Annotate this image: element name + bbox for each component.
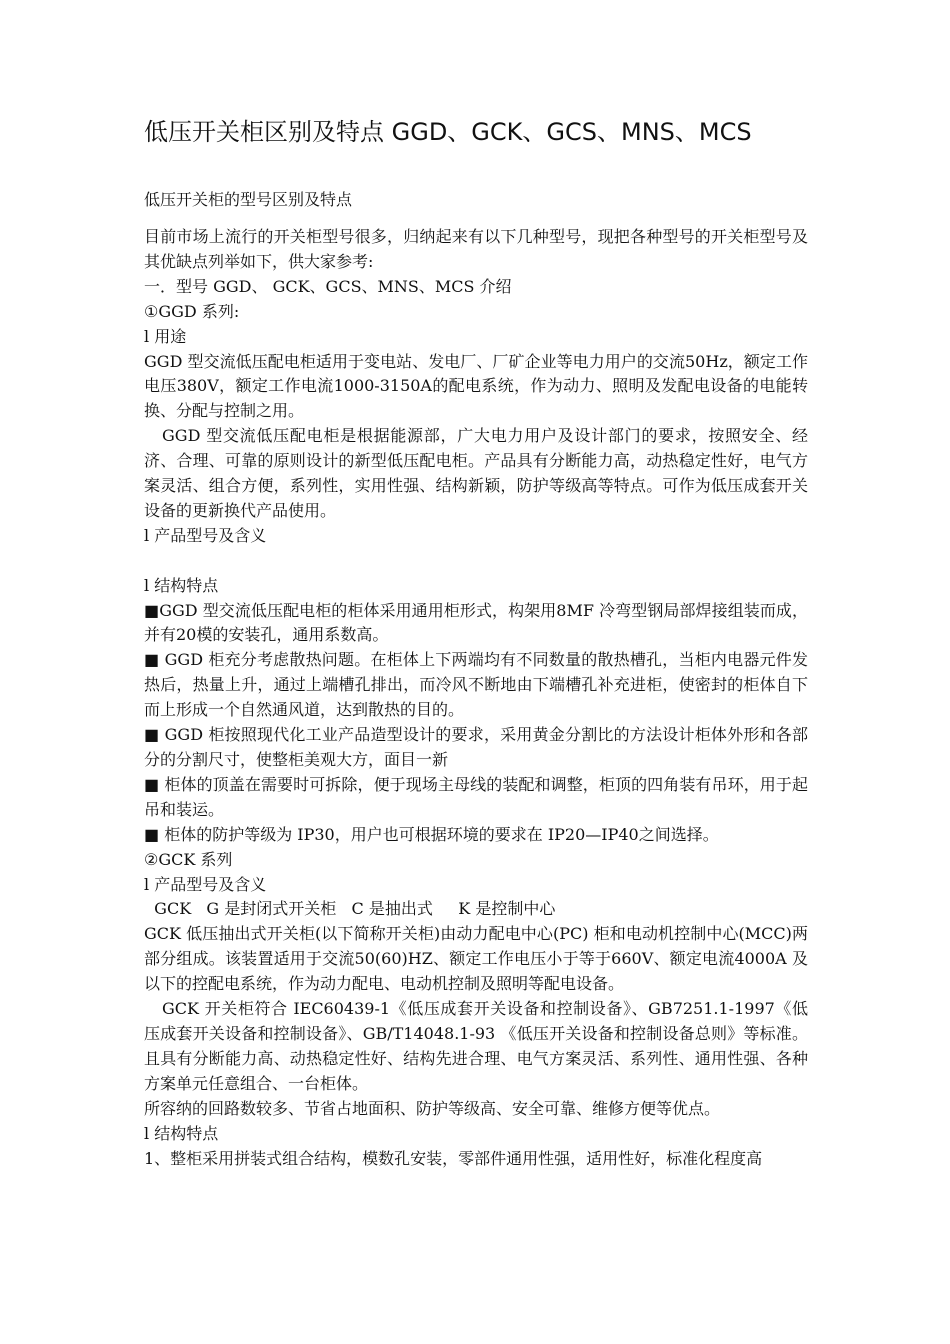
gck-structure-item-1: 1、整柜采用拼装式组合结构，模数孔安装，零部件通用性强，适用性好，标准化程度高 <box>144 1148 763 1168</box>
document-title: 低压开关柜区别及特点 GGD、GCK、GCS、MNS、MCS <box>144 118 752 146</box>
ggd-feature-top-cover: ■ 柜体的顶盖在需要时可拆除，便于现场主母线的装配和调整，柜顶的四角装有吊环，用于起吊和装运。 <box>144 774 808 819</box>
gck-model-meaning-line: GCK G 是封闭式开关柜 C 是抽出式 K 是控制中心 <box>144 899 556 919</box>
subheading-usage: l 用途 <box>144 326 187 346</box>
ggd-design-paragraph: GGD 型交流低压配电柜是根据能源部，广大电力用户及设计部门的要求，按照安全、经济、合理、可靠的原则设计的新型低压配电柜。产品具有分断能力高，动热稳定性好，电气方案灵活、组合方便，系列性，实用性强、结构新颖，防护等级高等特点。可作为低压成套开关设备的更新换代产品使用。 <box>144 426 808 520</box>
gck-subheading-structure: l 结构特点 <box>144 1123 219 1143</box>
document-subtitle: 低压开关柜的型号区别及特点 <box>144 190 353 209</box>
intro-paragraph: 目前市场上流行的开关柜型号很多，归纳起来有以下几种型号，现把各种型号的开关柜型号及其优缺点列举如下，供大家参考: <box>144 227 808 271</box>
subheading-model-meaning: l 产品型号及含义 <box>144 525 267 545</box>
section-heading-models: 一．型号 GGD、 GCK、GCS、MNS、MCS 介绍 <box>144 276 512 296</box>
gck-subheading-model-meaning: l 产品型号及含义 <box>144 874 267 894</box>
gck-advantages-paragraph: 所容纳的回路数较多、节省占地面积、防护等级高、安全可靠、维修方便等优点。 <box>144 1098 721 1118</box>
subheading-structure: l 结构特点 <box>144 575 219 595</box>
ggd-feature-design: ■ GGD 柜按照现代化工业产品造型设计的要求，采用黄金分割比的方法设计柜体外形和各部分的分割尺寸，使整柜美观大方，面目一新 <box>144 725 808 770</box>
ggd-feature-cooling: ■ GGD 柜充分考虑散热问题。在柜体上下两端均有不同数量的散热槽孔，当柜内电器元件发热后，热量上升，通过上端槽孔排出，而冷风不断地由下端槽孔补充进柜，使密封的柜体自下而上形成一个自然通风道，达到散热的目的。 <box>144 650 808 720</box>
section-heading-ggd: ①GGD 系列: <box>144 301 240 321</box>
blank-line <box>144 549 808 574</box>
ggd-feature-frame: ■GGD 型交流低压配电柜的柜体采用通用柜形式，构架用8MF 冷弯型钢局部焊接组装而成，并有20模的安装孔，通用系数高。 <box>144 600 808 645</box>
ggd-feature-protection: ■ 柜体的防护等级为 IP30，用户也可根据环境的要求在 IP20—IP40之间选择。 <box>144 824 719 844</box>
gck-description-paragraph: GCK 低压抽出式开关柜(以下简称开关柜)由动力配电中心(PC) 柜和电动机控制中心(MCC)两部分组成。该装置适用于交流50(60)HZ、额定工作电压小于等于660V、额定电流4000A 及以下的控配电系统，作为动力配电、电动机控制及照明等配电设备。 <box>144 924 808 994</box>
gck-standards-paragraph: GCK 开关柜符合 IEC60439-1《低压成套开关设备和控制设备》、GB7251.1-1997《低压成套开关设备和控制设备》、GB/T14048.1-93 《低压开关设备和控制设备总则》等标准。且具有分断能力高、动热稳定性好、结构先进合理、电气方案灵活、系列性、通用性强、各种方案单元任意组合、一台柜体。 <box>144 999 808 1093</box>
section-heading-gck: ②GCK 系列 <box>144 849 233 869</box>
document-body <box>144 225 808 1171</box>
ggd-usage-paragraph: GGD 型交流低压配电柜适用于变电站、发电厂、厂矿企业等电力用户的交流50Hz，额定工作电压380V，额定工作电流1000-3150A的配电系统，作为动力、照明及发配电设备的电能转换、分配与控制之用。 <box>144 351 808 421</box>
